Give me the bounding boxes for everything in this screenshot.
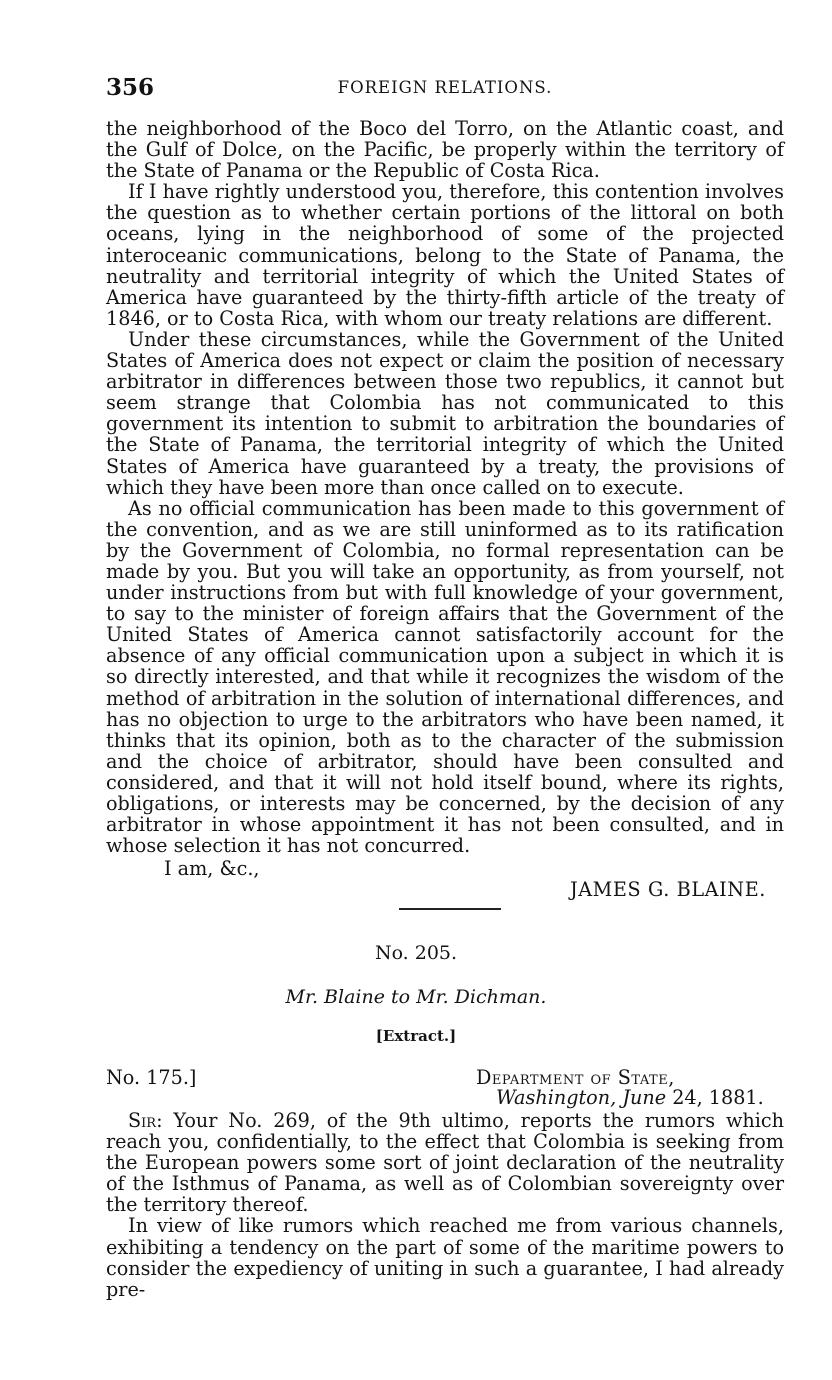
body-paragraph-4: As no official communication has been made to this government of the convention, and as we are still uninformed as to its ratification by the Government of Colombia, no formal representation can be made by you. But you will take an opportunity, as from yourself, not under instructions from but with full knowledge of your government, to say to the minister of foreign affairs that the Government of the United States of America cannot satisfactorily account for the absence of any official communication upon a subject in which it is so directly interested, and that while it recognizes the wisdom of the method of arbitration in the solution of international differences, and has no objection to urge to the arbitrators who have been named, it thinks that its opinion, both as to the character of the submission and the choice of arbitrator, should have been consulted and considered, and that it will not hold itself bound, where its rights, obligations, or interests may be concerned, by the decision of any arbitrator in whose appointment it has not been consulted, and in whose selection it has not concurred. bbox=[106, 496, 784, 858]
signature: JAMES G. BLAINE. bbox=[569, 878, 766, 902]
running-title: FOREIGN RELATIONS. bbox=[337, 78, 553, 97]
page-number: 356 bbox=[106, 74, 155, 101]
department-heading: Department of State, bbox=[476, 1066, 675, 1089]
closing-line: I am, &c., bbox=[164, 857, 260, 881]
reference-number: No. 175.] bbox=[106, 1066, 197, 1089]
body-paragraph-2: If I have rightly understood you, therefore, this contention involves the question as to whether certain portions of the littoral on both oceans, lying in the neighborhood of some of the projected interoceanic communications, belong to the State of Panama, the neutrality and territorial integrity of which the United States of America have guaranteed by the thirty-fifth article of the treaty of 1846, or to Costa Rica, with whom our treaty relations are different. bbox=[106, 180, 784, 330]
letter-paragraph-1-text: : Your No. 269, of the 9th ultimo, reports the rumors which reach you, confidentially, to the effect that Colombia is seeking from the European powers some sort of joint declaration of the neutrality of the Isthmus of Panama, as well as of Colombian sovereignty over the territory thereof. bbox=[106, 1109, 784, 1217]
body-paragraph-1: the neighborhood of the Boco del Torro, on the Atlantic coast, and the Gulf of Dolce, on the Pacific, be properly within the territory of the State of Panama or the Republic of Costa Rica. bbox=[106, 117, 784, 183]
dateline-date: 24, 1881. bbox=[672, 1086, 764, 1109]
extract-label: [Extract.] bbox=[375, 1027, 457, 1045]
letter-body bbox=[106, 1110, 784, 1300]
letter-continuation bbox=[106, 118, 784, 900]
letter-paragraph-2: In view of like rumors which reached me from various channels, exhibiting a tendency on the part of some of the maritime powers to consider the expediency of uniting in such a guarantee, I had already pre- bbox=[106, 1214, 784, 1301]
dateline-month: June bbox=[622, 1086, 667, 1109]
body-paragraph-3: Under these circumstances, while the Government of the United States of America does not expect or claim the position of necessary arbitrator in differences between those two republics, it cannot but seem strange that Colombia has not communicated to this government its intention to submit to arbitration the boundaries of the State of Panama, the territorial integrity of which the United States of America have guaranteed by a treaty, the provisions of which they have been more than once called on to execute. bbox=[106, 327, 784, 499]
page-header bbox=[106, 74, 784, 104]
document-title: Mr. Blaine to Mr. Dichman. bbox=[285, 986, 547, 1008]
section-divider bbox=[399, 908, 501, 910]
salutation: Sir bbox=[128, 1109, 157, 1132]
document-number: No. 205. bbox=[374, 942, 458, 964]
dateline bbox=[496, 1086, 764, 1109]
letter-paragraph-1 bbox=[106, 1110, 784, 1215]
dateline-place: Washington, bbox=[496, 1086, 617, 1109]
